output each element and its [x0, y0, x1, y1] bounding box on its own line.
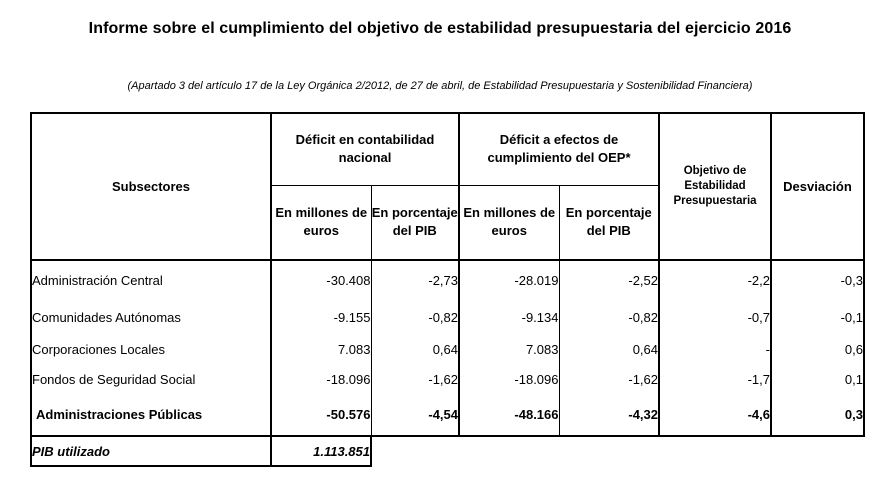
table-row — [31, 334, 864, 364]
cell-millones-oep: -18.096 — [459, 364, 559, 394]
total-objetivo: -4,6 — [659, 394, 771, 436]
header-millones-oep: En millones de euros — [459, 185, 559, 260]
cell-objetivo: -1,7 — [659, 364, 771, 394]
cell-millones-contable: -9.155 — [271, 300, 371, 334]
pib-empty — [371, 436, 864, 466]
report-title: Informe sobre el cumplimiento del objetivo de estabilidad presupuestaria del ejercicio 2016 — [88, 20, 792, 37]
header-millones-contable: En millones de euros — [271, 185, 371, 260]
total-porcentaje-contable: -4,54 — [371, 394, 459, 436]
row-label: Comunidades Autónomas — [31, 300, 271, 334]
cell-desviacion: 0,1 — [771, 364, 864, 394]
cell-millones-contable: -30.408 — [271, 260, 371, 300]
header-subsectores: Subsectores — [31, 113, 271, 260]
cell-objetivo: -2,2 — [659, 260, 771, 300]
total-label: Administraciones Públicas — [31, 394, 271, 436]
cell-millones-oep: -28.019 — [459, 260, 559, 300]
total-porcentaje-oep: -4,32 — [559, 394, 659, 436]
cell-porcentaje-contable: -2,73 — [371, 260, 459, 300]
cell-porcentaje-oep: -0,82 — [559, 300, 659, 334]
header-porcentaje-contable: En porcentaje del PIB — [371, 185, 459, 260]
cell-porcentaje-contable: 0,64 — [371, 334, 459, 364]
cell-porcentaje-oep: 0,64 — [559, 334, 659, 364]
row-label: Fondos de Seguridad Social — [31, 364, 271, 394]
cell-porcentaje-oep: -2,52 — [559, 260, 659, 300]
header-desviacion: Desviación — [771, 113, 864, 260]
total-row — [31, 394, 864, 436]
cell-desviacion: 0,6 — [771, 334, 864, 364]
header-deficit-oep: Déficit a efectos de cumplimiento del OEP* — [459, 113, 659, 185]
table-row — [31, 260, 864, 300]
cell-porcentaje-oep: -1,62 — [559, 364, 659, 394]
cell-millones-contable: -18.096 — [271, 364, 371, 394]
cell-millones-oep: 7.083 — [459, 334, 559, 364]
header-objetivo: Objetivo de Estabilidad Presupuestaria — [659, 113, 771, 260]
cell-porcentaje-contable: -0,82 — [371, 300, 459, 334]
pib-row — [31, 436, 864, 466]
total-millones-oep: -48.166 — [459, 394, 559, 436]
total-desviacion: 0,3 — [771, 394, 864, 436]
row-label: Corporaciones Locales — [31, 334, 271, 364]
report-subtitle: (Apartado 3 del artículo 17 de la Ley Orgánica 2/2012, de 27 de abril, de Estabilidad Presupuestaria y Sostenibilidad Financiera) — [127, 80, 753, 92]
cell-desviacion: -0,3 — [771, 260, 864, 300]
cell-millones-contable: 7.083 — [271, 334, 371, 364]
table-row — [31, 300, 864, 334]
cell-porcentaje-contable: -1,62 — [371, 364, 459, 394]
row-label: Administración Central — [31, 260, 271, 300]
total-millones-contable: -50.576 — [271, 394, 371, 436]
stability-table — [30, 112, 865, 467]
pib-label: PIB utilizado — [31, 436, 271, 466]
pib-value: 1.113.851 — [271, 436, 371, 466]
cell-objetivo: -0,7 — [659, 300, 771, 334]
cell-objetivo: - — [659, 334, 771, 364]
header-deficit-contable: Déficit en contabilidad nacional — [271, 113, 459, 185]
cell-millones-oep: -9.134 — [459, 300, 559, 334]
header-porcentaje-oep: En porcentaje del PIB — [559, 185, 659, 260]
cell-desviacion: -0,1 — [771, 300, 864, 334]
table-row — [31, 364, 864, 394]
